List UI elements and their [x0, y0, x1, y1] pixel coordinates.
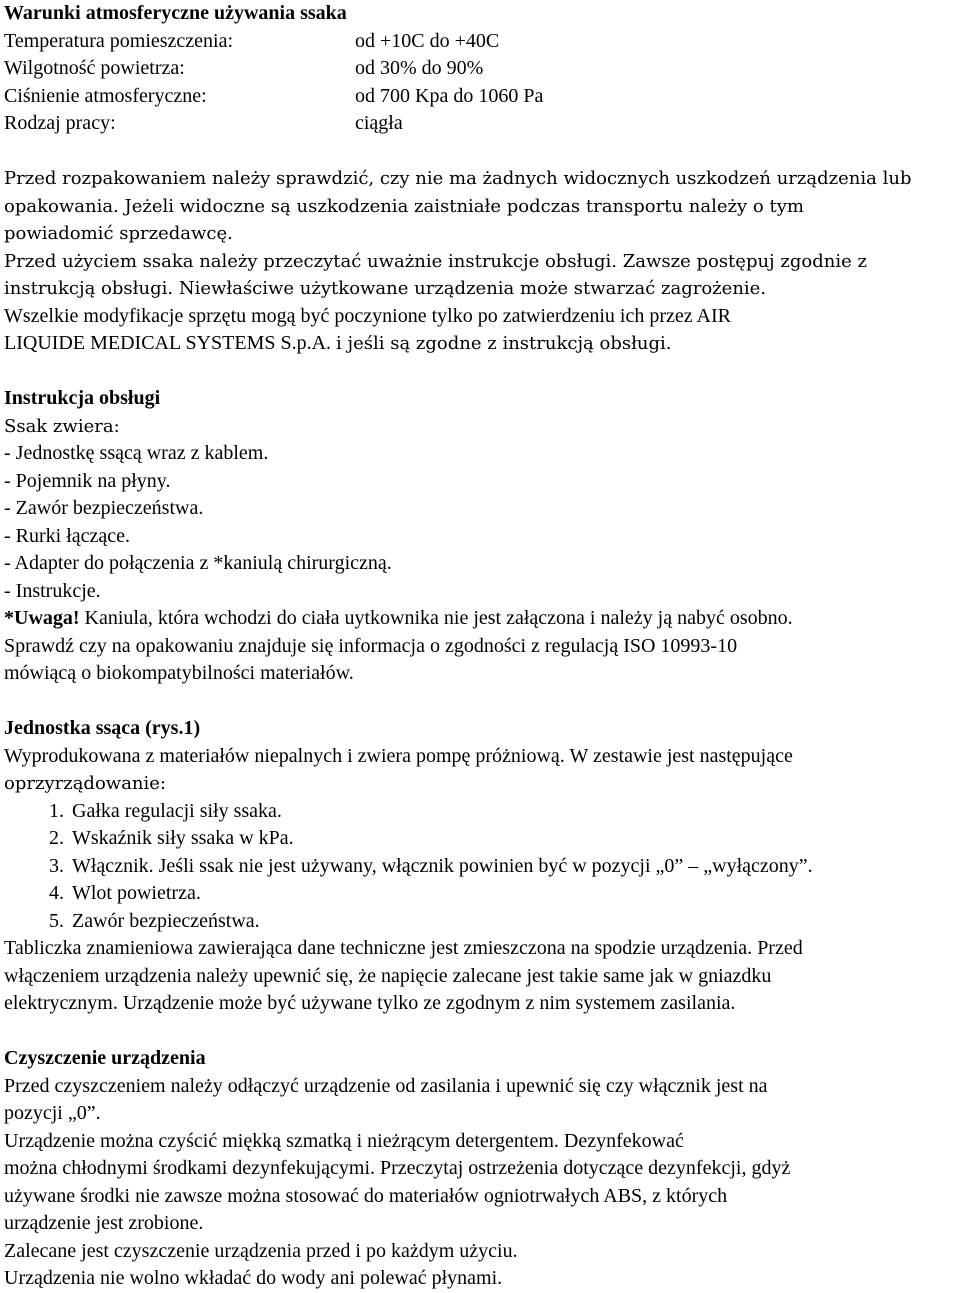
intro-line — [4, 275, 960, 303]
warning-label: *Uwaga! — [4, 607, 80, 629]
atmos-row — [4, 28, 960, 56]
item-text: Zawór bezpieczeństwa. — [72, 909, 260, 932]
iso-line: mówiącą o biokompatybilności materiałów. — [4, 662, 354, 684]
intro-text: i jeśli są zgodne z instrukcją obsługi. — [336, 333, 672, 354]
spacer — [4, 138, 960, 166]
intro-text: opakowania. — [4, 195, 119, 217]
numbered-item — [49, 825, 960, 853]
atmos-label: Rodzaj pracy: — [4, 112, 116, 134]
plate-line — [4, 990, 960, 1018]
cleaning-line: Przed czyszczeniem należy odłączyć urządzenie od zasilania i upewnić się czy włącznik jest na — [4, 1074, 768, 1097]
numbered-item — [49, 908, 960, 936]
unit-text: Wyprodukowana z materiałów niepalnych i zwiera pompę próżniową. — [4, 744, 565, 767]
warning-line — [4, 605, 960, 633]
manual-items — [4, 440, 960, 688]
unit-text: W zestawie jest następujące — [569, 744, 793, 767]
item-text: Wlot powietrza. — [72, 882, 201, 904]
intro-section — [4, 165, 960, 303]
atmos-row — [4, 55, 960, 83]
cleaning-line: urządzenie jest zrobione. — [4, 1212, 204, 1234]
intro-line — [4, 303, 960, 331]
atmos-table — [4, 28, 960, 138]
item-number: 2. — [49, 827, 64, 849]
cleaning-line: Urządzenia nie wolno wkładać do wody ani polewać płynami. — [4, 1267, 503, 1289]
atmos-label: Temperatura pomieszczenia: — [4, 29, 234, 52]
atmos-title: Warunki atmosferyczne używania ssaka — [4, 2, 347, 24]
item-extra: Jeśli ssak nie jest używany, włącznik powinien być w pozycji „0” – „wyłączony”. — [158, 854, 813, 877]
plate-text: Przed — [757, 937, 803, 959]
cleaning-line: Zalecane jest czyszczenie urządzenia przed i po każdym użyciu. — [4, 1239, 518, 1262]
cleaning-title: Czyszczenie urządzenia — [4, 1047, 206, 1069]
intro-line — [4, 248, 960, 276]
intro-text: Przed rozpakowaniem należy sprawdzić, czy nie ma żadnych widocznych uszkodzeń urządzenia lub — [4, 168, 912, 189]
intro-text: Jeżeli widoczne są uszkodzenia zaistniałe podczas transportu należy o tym — [124, 195, 804, 217]
cleaning-section — [4, 1073, 960, 1293]
plate-line — [4, 935, 960, 963]
intro-text: instrukcją obsługi. — [4, 278, 174, 299]
intro-text: LIQUIDE MEDICAL SYSTEMS S.p.A. — [4, 332, 332, 354]
intro-text: Niewłaściwe użytkowane urządzenia może stwarzać zagrożenie. — [178, 278, 767, 299]
atmos-value: od +10C do +40C — [355, 29, 500, 52]
intro-text: Zawsze postępuj zgodnie z — [622, 250, 867, 272]
atmos-label: Wilgotność powietrza: — [4, 57, 185, 79]
unit-title: Jednostka ssąca (rys.1) — [4, 717, 201, 739]
intro-text: Wszelkie modyfikacje sprzętu mogą być poczynione tylko po zatwierdzeniu ich przez AIR — [4, 304, 731, 327]
cleaning-line: pozycji „0”. — [4, 1102, 101, 1124]
numbered-item — [49, 880, 960, 908]
plate-line: włączeniem urządzenia należy upewnić się, że napięcie zalecane jest takie same jak w gniazdku — [4, 964, 772, 987]
plate-text: Tabliczka znamieniowa zawierająca dane techniczne jest zmieszczona na spodzie urządzenia. — [4, 937, 753, 959]
modifications-section — [4, 303, 960, 358]
warning-text: Kaniula, która wchodzi do ciała uytkownika nie jest załączona i należy ją nabyć osobno. — [84, 607, 793, 629]
spacer — [4, 1018, 960, 1046]
plate-text: elektrycznym. — [4, 992, 118, 1014]
item-number: 1. — [49, 799, 64, 822]
cleaning-line — [4, 1128, 960, 1156]
item-text: Gałka regulacji siły ssaka. — [72, 799, 282, 822]
intro-line — [4, 193, 960, 221]
list-item: - Pojemnik na płyny. — [4, 469, 171, 492]
cleaning-line — [4, 1155, 960, 1183]
list-item: - Adapter do połączenia z *kaniulą chirurgiczną. — [4, 552, 392, 574]
cleaning-text: można chłodnymi środkami dezynfekującymi. — [4, 1157, 376, 1179]
unit-desc — [4, 743, 960, 771]
list-item: - Rurki łączące. — [4, 524, 131, 547]
item-text: Wskaźnik siły ssaka w kPa. — [72, 827, 294, 849]
cleaning-text: Przeczytaj ostrzeżenia dotyczące dezynfekcji, gdyż — [380, 1157, 791, 1179]
item-text: Włącznik. — [72, 854, 154, 877]
list-item: - Jednostkę ssącą wraz z kablem. — [4, 442, 269, 464]
spacer — [4, 358, 960, 386]
intro-text: Przed użyciem ssaka należy przeczytać uważnie instrukcje obsługi. — [4, 250, 617, 272]
manual-title: Instrukcja obsługi — [4, 387, 161, 409]
unit-desc — [4, 770, 960, 798]
intro-line — [4, 330, 960, 358]
item-number: 4. — [49, 882, 64, 904]
list-item: - Zawór bezpieczeństwa. — [4, 497, 204, 519]
unit-numbered-list — [4, 798, 960, 936]
manual-contains: Ssak zwiera: — [4, 415, 120, 437]
spacer — [4, 688, 960, 716]
numbered-item — [49, 853, 960, 881]
intro-line — [4, 220, 960, 248]
unit-text: oprzyrządowanie: — [4, 773, 166, 794]
cleaning-line: używane środki nie zawsze można stosować do materiałów ogniotrwałych ABS, z których — [4, 1184, 728, 1207]
atmos-value: ciągła — [355, 112, 403, 134]
unit-section — [4, 743, 960, 1018]
atmos-value: od 30% do 90% — [355, 57, 484, 79]
atmos-label: Ciśnienie atmosferyczne: — [4, 84, 207, 107]
item-number: 5. — [49, 909, 64, 932]
numbered-item — [49, 798, 960, 826]
atmos-row — [4, 110, 960, 138]
iso-line: Sprawdź czy na opakowaniu znajduje się informacja o zgodności z regulacją ISO 10993-10 — [4, 634, 738, 657]
item-number: 3. — [49, 854, 64, 877]
cleaning-text: Urządzenie można czyścić miękką szmatką i nieżrącym detergentem. — [4, 1129, 559, 1152]
cleaning-text: Dezynfekować — [563, 1129, 684, 1152]
atmos-value: od 700 Kpa do 1060 Pa — [355, 84, 544, 107]
intro-line — [4, 165, 960, 193]
atmos-row — [4, 83, 960, 111]
intro-text: powiadomić sprzedawcę. — [4, 223, 233, 244]
list-item: - Instrukcje. — [4, 579, 101, 602]
plate-text: Urządzenie może być używane tylko ze zgodnym z nim systemem zasilania. — [122, 992, 736, 1014]
